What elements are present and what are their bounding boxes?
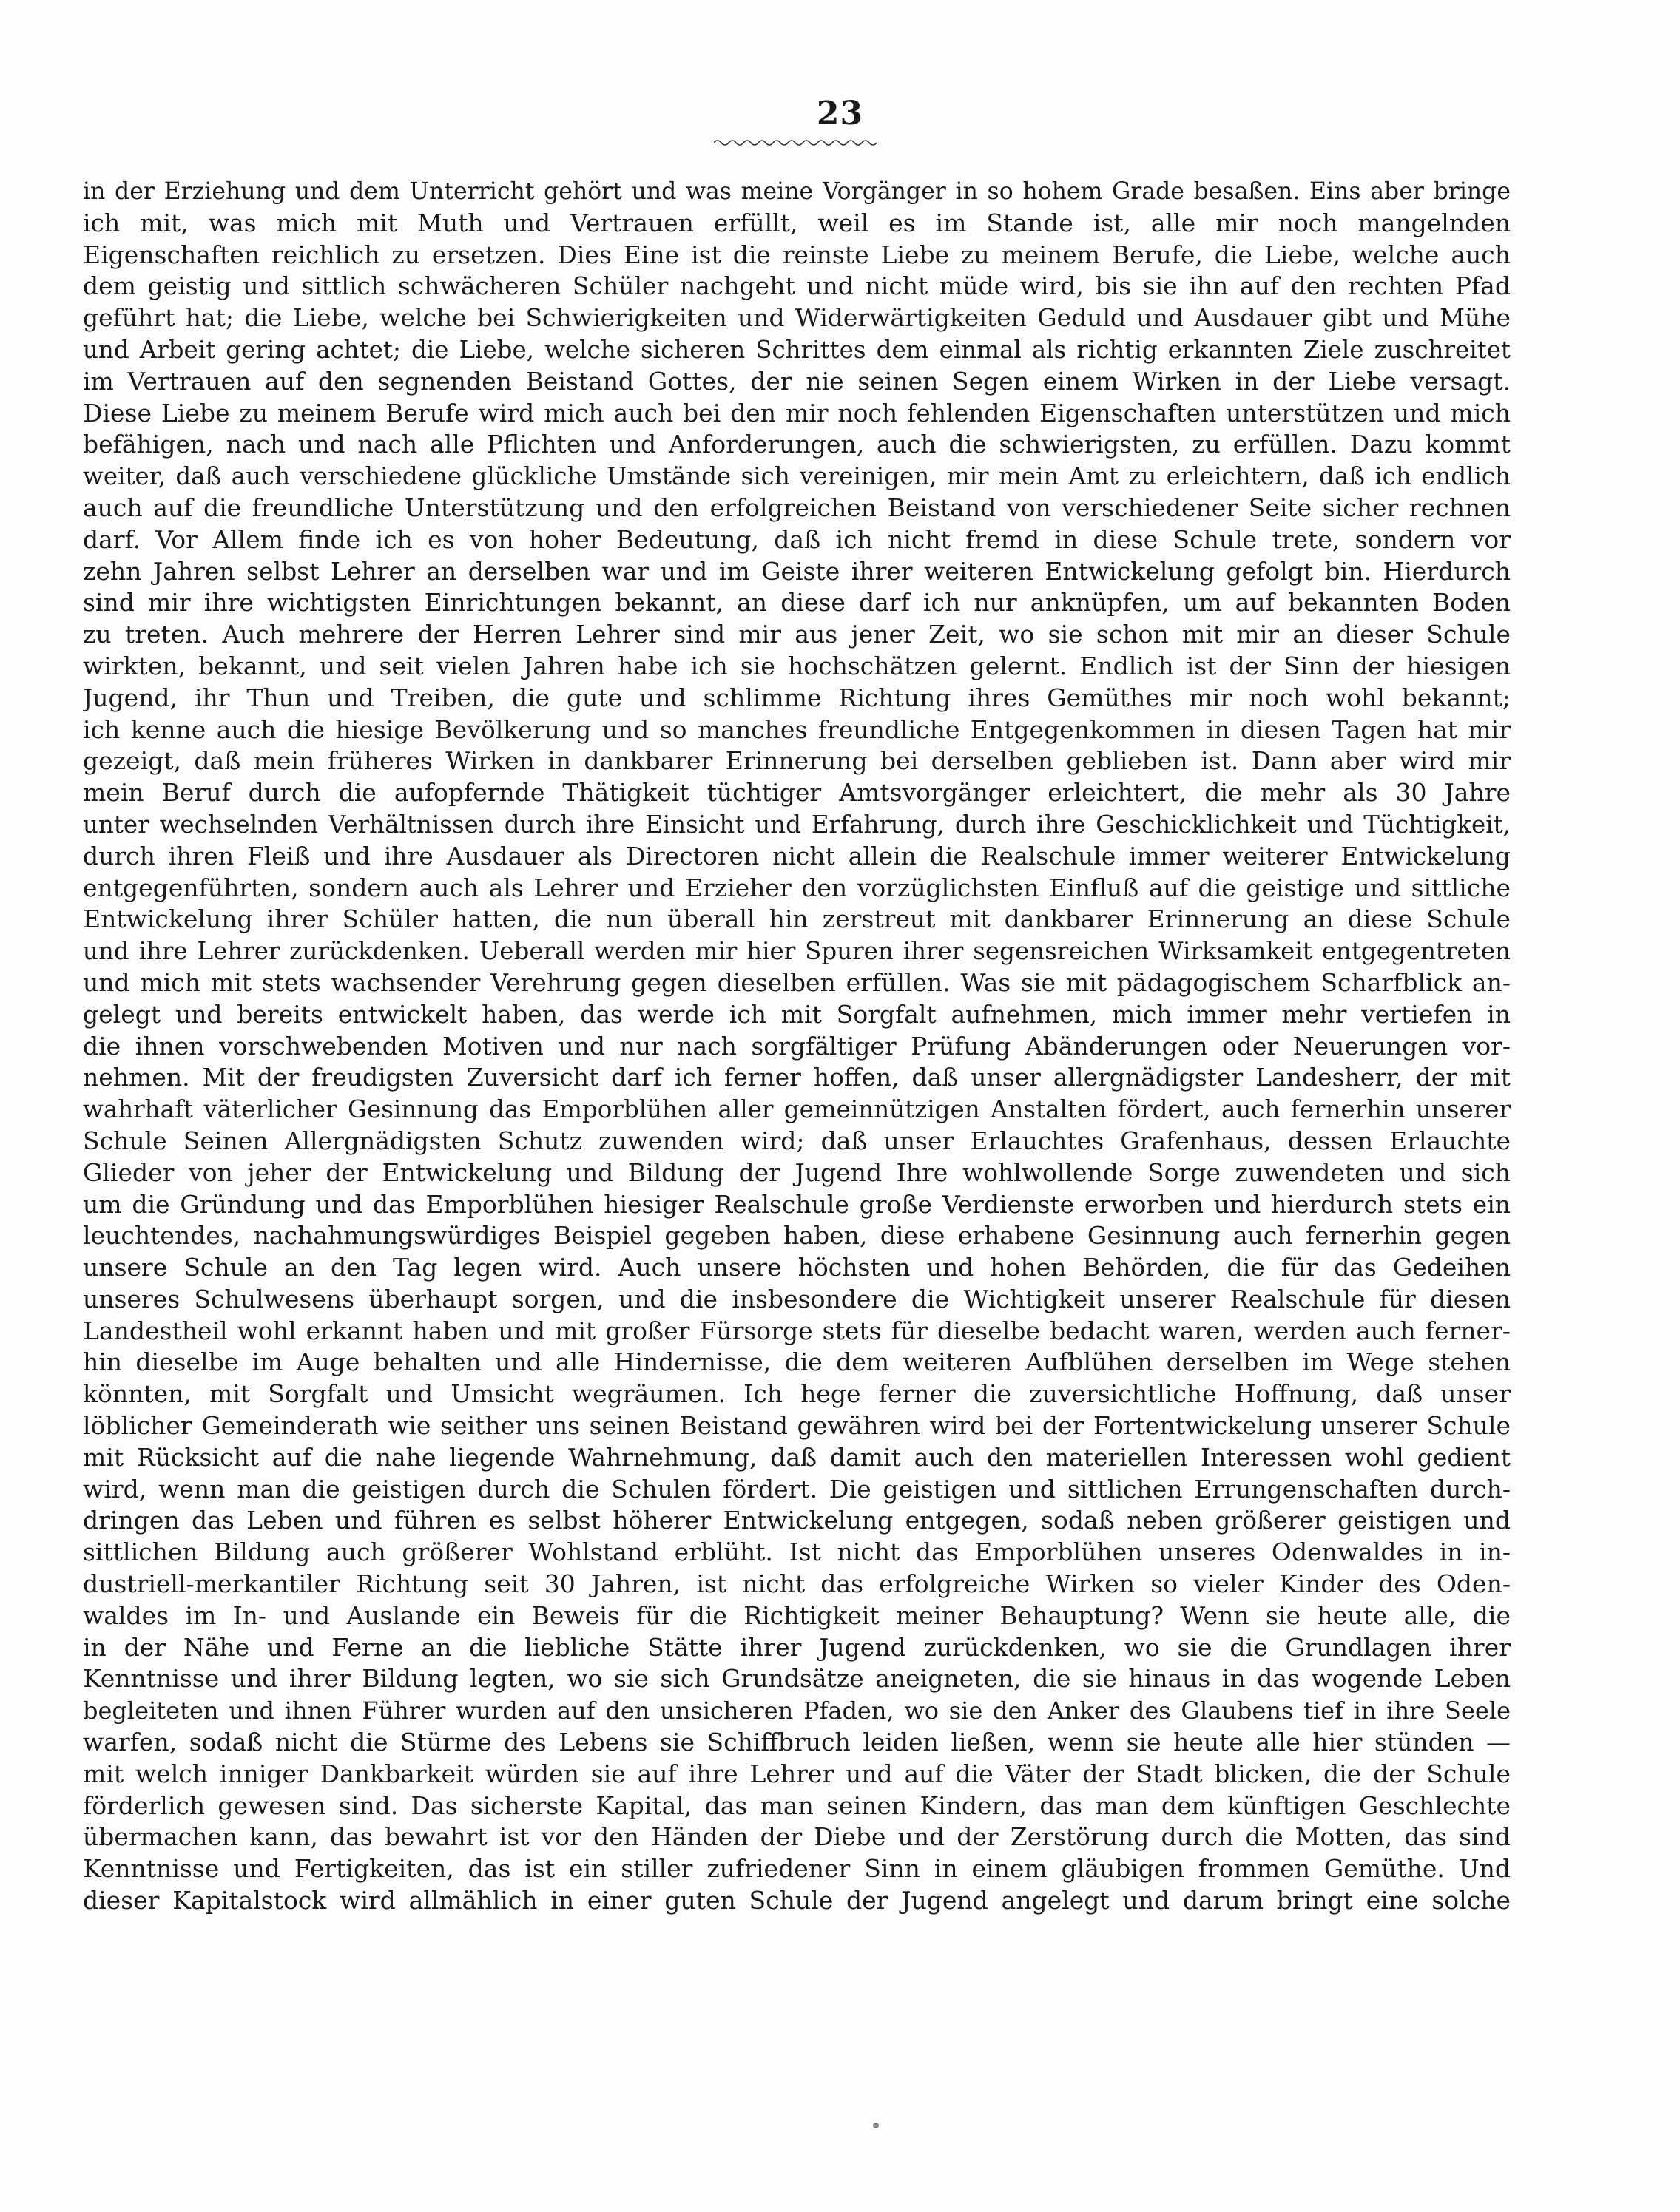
text-line: begleiteten und ihnen Führer wurden auf den unsicheren Pfaden, wo sie den Anker des Glaubens tief in ihre Seele [83, 1697, 1511, 1725]
text-line: entgegenführten, sondern auch als Lehrer und Erzieher den vorzüglichsten Einfluß auf die geistige und sittliche [83, 873, 1511, 902]
text-line: im Vertrauen auf den segnenden Beistand Gottes, der nie seinen Segen einem Wirken in der Liebe versagt. [83, 366, 1511, 396]
text-line: unsere Schule an den Tag legen wird. Auch unsere höchsten und hohen Behörden, die für das Gedeihen [83, 1253, 1511, 1282]
text-line: durch ihren Fleiß und ihre Ausdauer als Directoren nicht allein die Realschule immer weiterer Entwickelung [83, 841, 1511, 870]
text-line: und mich mit stets wachsender Verehrung gegen dieselben erfüllen. Was sie mit pädagogischem Scharfblick an- [83, 967, 1511, 997]
text-line: und ihre Lehrer zurückdenken. Ueberall werden mir hier Spuren ihrer segensreichen Wirksamkeit entgegentreten [83, 937, 1511, 966]
text-line: in der Nähe und Ferne an die liebliche Stätte ihrer Jugend zurückdenken, wo sie die Grundlagen ihrer [83, 1632, 1511, 1662]
text-line: wirkten, bekannt, und seit vielen Jahren habe ich sie hochschätzen gelernt. Endlich ist der Sinn der hiesigen [83, 651, 1511, 680]
text-line: Diese Liebe zu meinem Berufe wird mich auch bei den mir noch fehlenden Eigenschaften unterstützen und mich [83, 398, 1511, 427]
text-line: wird, wenn man die geistigen durch die Schulen fördert. Die geistigen und sittlichen Errungenschaften durch- [83, 1474, 1511, 1504]
text-line: Kenntnisse und Fertigkeiten, das ist ein stiller zufriedener Sinn in einem gläubigen frommen Gemüthe. Und [83, 1854, 1511, 1884]
text-line: nehmen. Mit der freudigsten Zuversicht darf ich ferner hoffen, daß unser allergnädigster Landesherr, der mit [83, 1063, 1511, 1092]
text-line: förderlich gewesen sind. Das sicherste Kapital, das man seinen Kindern, das man dem künftigen Geschlechte [83, 1790, 1511, 1820]
body-text [83, 176, 1511, 1917]
text-line: zu treten. Auch mehrere der Herren Lehrer sind mir aus jener Zeit, wo sie schon mit mir an dieser Schule [83, 620, 1511, 649]
text-line: auch auf die freundliche Unterstützung und den erfolgreichen Beistand von verschiedener Seite sicher rechnen [83, 493, 1511, 522]
page-number: 23 [816, 95, 864, 132]
text-line: weiter, daß auch verschiedene glückliche Umstände sich vereinigen, mir mein Amt zu erleichtern, daß ich endlich [83, 462, 1511, 491]
text-line: zehn Jahren selbst Lehrer an derselben war und im Geiste ihrer weiteren Entwickelung gefolgt bin. Hierdurch [83, 556, 1511, 586]
text-line: unseres Schulwesens überhaupt sorgen, und die insbesondere die Wichtigkeit unserer Realschule für diesen [83, 1284, 1511, 1313]
text-line: Jugend, ihr Thun und Treiben, die gute und schlimme Richtung ihres Gemüthes mir noch wohl bekannt; [83, 683, 1511, 712]
text-line: dustriell-merkantiler Richtung seit 30 Jahren, ist nicht das erfolgreiche Wirken so vieler Kinder des Oden- [83, 1569, 1511, 1599]
text-line: mit Rücksicht auf die nahe liegende Wahrnehmung, daß damit auch den materiellen Interessen wohl gedient [83, 1442, 1511, 1472]
text-line: wahrhaft väterlicher Gesinnung das Emporblühen aller gemeinnützigen Anstalten fördert, auch fernerhin unserer [83, 1095, 1511, 1124]
text-line: sittlichen Bildung auch größerer Wohlstand erblüht. Ist nicht das Emporblühen unseres Odenwaldes in in- [83, 1538, 1511, 1567]
text-line: um die Gründung und das Emporblühen hiesiger Realschule große Verdienste erworben und hierdurch stets ein [83, 1189, 1511, 1219]
text-line: Schule Seinen Allergnädigsten Schutz zuwenden wird; daß unser Erlauchtes Grafenhaus, dessen Erlauchte [83, 1126, 1511, 1155]
text-line: löblicher Gemeinderath wie seither uns seinen Beistand gewähren wird bei der Fortentwickelung unserer Schule [83, 1411, 1511, 1441]
text-line: Eigenschaften reichlich zu ersetzen. Dies Eine ist die reinste Liebe zu meinem Berufe, die Liebe, welche auch [83, 240, 1511, 269]
text-line: dem geistig und sittlich schwächeren Schüler nachgeht und nicht müde wird, bis sie ihn auf den rechten Pfad [83, 271, 1511, 301]
text-line: darf. Vor Allem finde ich es von hoher Bedeutung, daß ich nicht fremd in diese Schule trete, sondern vor [83, 524, 1511, 554]
text-line: in der Erziehung und dem Unterricht gehört und was meine Vorgänger in so hohem Grade besaßen. Eins aber bringe [83, 178, 1511, 205]
text-line: warfen, sodaß nicht die Stürme des Lebens sie Schiffbruch leiden ließen, wenn sie heute alle hier stünden — [83, 1728, 1511, 1757]
text-line: waldes im In- und Auslande ein Beweis für die Richtigkeit meiner Behauptung? Wenn sie heute alle, die [83, 1600, 1511, 1630]
text-line: Glieder von jeher der Entwickelung und Bildung der Jugend Ihre wohlwollende Sorge zuwendeten und sich [83, 1157, 1511, 1187]
ink-dot [873, 2123, 879, 2128]
text-line: sind mir ihre wichtigsten Einrichtungen bekannt, an diese darf ich nur anknüpfen, um auf bekannten Boden [83, 588, 1511, 618]
text-line: gelegt und bereits entwickelt haben, das werde ich mit Sorgfalt aufnehmen, mich immer mehr vertiefen in [83, 999, 1511, 1029]
text-line: geführt hat; die Liebe, welche bei Schwierigkeiten und Widerwärtigkeiten Geduld und Ausdauer gibt und Mühe [83, 303, 1511, 333]
text-line: Landestheil wohl erkannt haben und mit großer Fürsorge stets für dieselbe bedacht waren, werden auch ferner- [83, 1316, 1511, 1345]
text-line: und Arbeit gering achtet; die Liebe, welche sicheren Schrittes dem einmal als richtig erkannten Ziele zuschreitet [83, 335, 1511, 364]
text-line: die ihnen vorschwebenden Motiven und nur nach sorgfältiger Prüfung Abänderungen oder Neuerungen vor- [83, 1031, 1511, 1061]
text-line: unter wechselnden Verhältnissen durch ihre Einsicht und Erfahrung, durch ihre Geschicklichkeit und Tüchtigkeit, [83, 810, 1511, 839]
text-line: mit welch inniger Dankbarkeit würden sie auf ihre Lehrer und auf die Väter der Stadt blicken, die der Schule [83, 1759, 1511, 1788]
text-line: dieser Kapitalstock wird allmählich in einer guten Schule der Jugend angelegt und darum bringt eine solche [83, 1886, 1511, 1915]
text-line: befähigen, nach und nach alle Pflichten und Anforderungen, auch die schwierigsten, zu erfüllen. Dazu kommt [83, 430, 1511, 459]
text-line: Entwickelung ihrer Schüler hatten, die nun überall hin zerstreut mit dankbarer Erinnerung an diese Schule [83, 904, 1511, 934]
text-line: ich mit, was mich mit Muth und Vertrauen erfüllt, weil es im Stande ist, alle mir noch mangelnden [83, 208, 1511, 237]
page-number-ornament [714, 138, 877, 148]
text-line: leuchtendes, nachahmungswürdiges Beispiel gegeben haben, diese erhabene Gesinnung auch fernerhin gegen [83, 1221, 1511, 1251]
text-line: übermachen kann, das bewahrt ist vor den Händen der Diebe und der Zerstörung durch die Motten, das sind [83, 1822, 1511, 1852]
text-line: hin dieselbe im Auge behalten und alle Hindernisse, die dem weiteren Aufblühen derselben im Wege stehen [83, 1347, 1511, 1377]
text-line: dringen das Leben und führen es selbst höherer Entwickelung entgegen, sodaß neben größerer geistigen und [83, 1506, 1511, 1535]
text-line: gezeigt, daß mein früheres Wirken in dankbarer Erinnerung bei derselben geblieben ist. Dann aber wird mir [83, 746, 1511, 776]
text-line: könnten, mit Sorgfalt und Umsicht wegräumen. Ich hege ferner die zuversichtliche Hoffnung, daß unser [83, 1379, 1511, 1409]
text-line: Kenntnisse und ihrer Bildung legten, wo sie sich Grundsätze aneigneten, die sie hinaus in das wogende Leben [83, 1664, 1511, 1694]
text-line: mein Beruf durch die aufopfernde Thätigkeit tüchtiger Amtsvorgänger erleichtert, die mehr als 30 Jahre [83, 778, 1511, 808]
text-line: ich kenne auch die hiesige Bevölkerung und so manches freundliche Entgegenkommen in diesen Tagen hat mir [83, 714, 1511, 744]
